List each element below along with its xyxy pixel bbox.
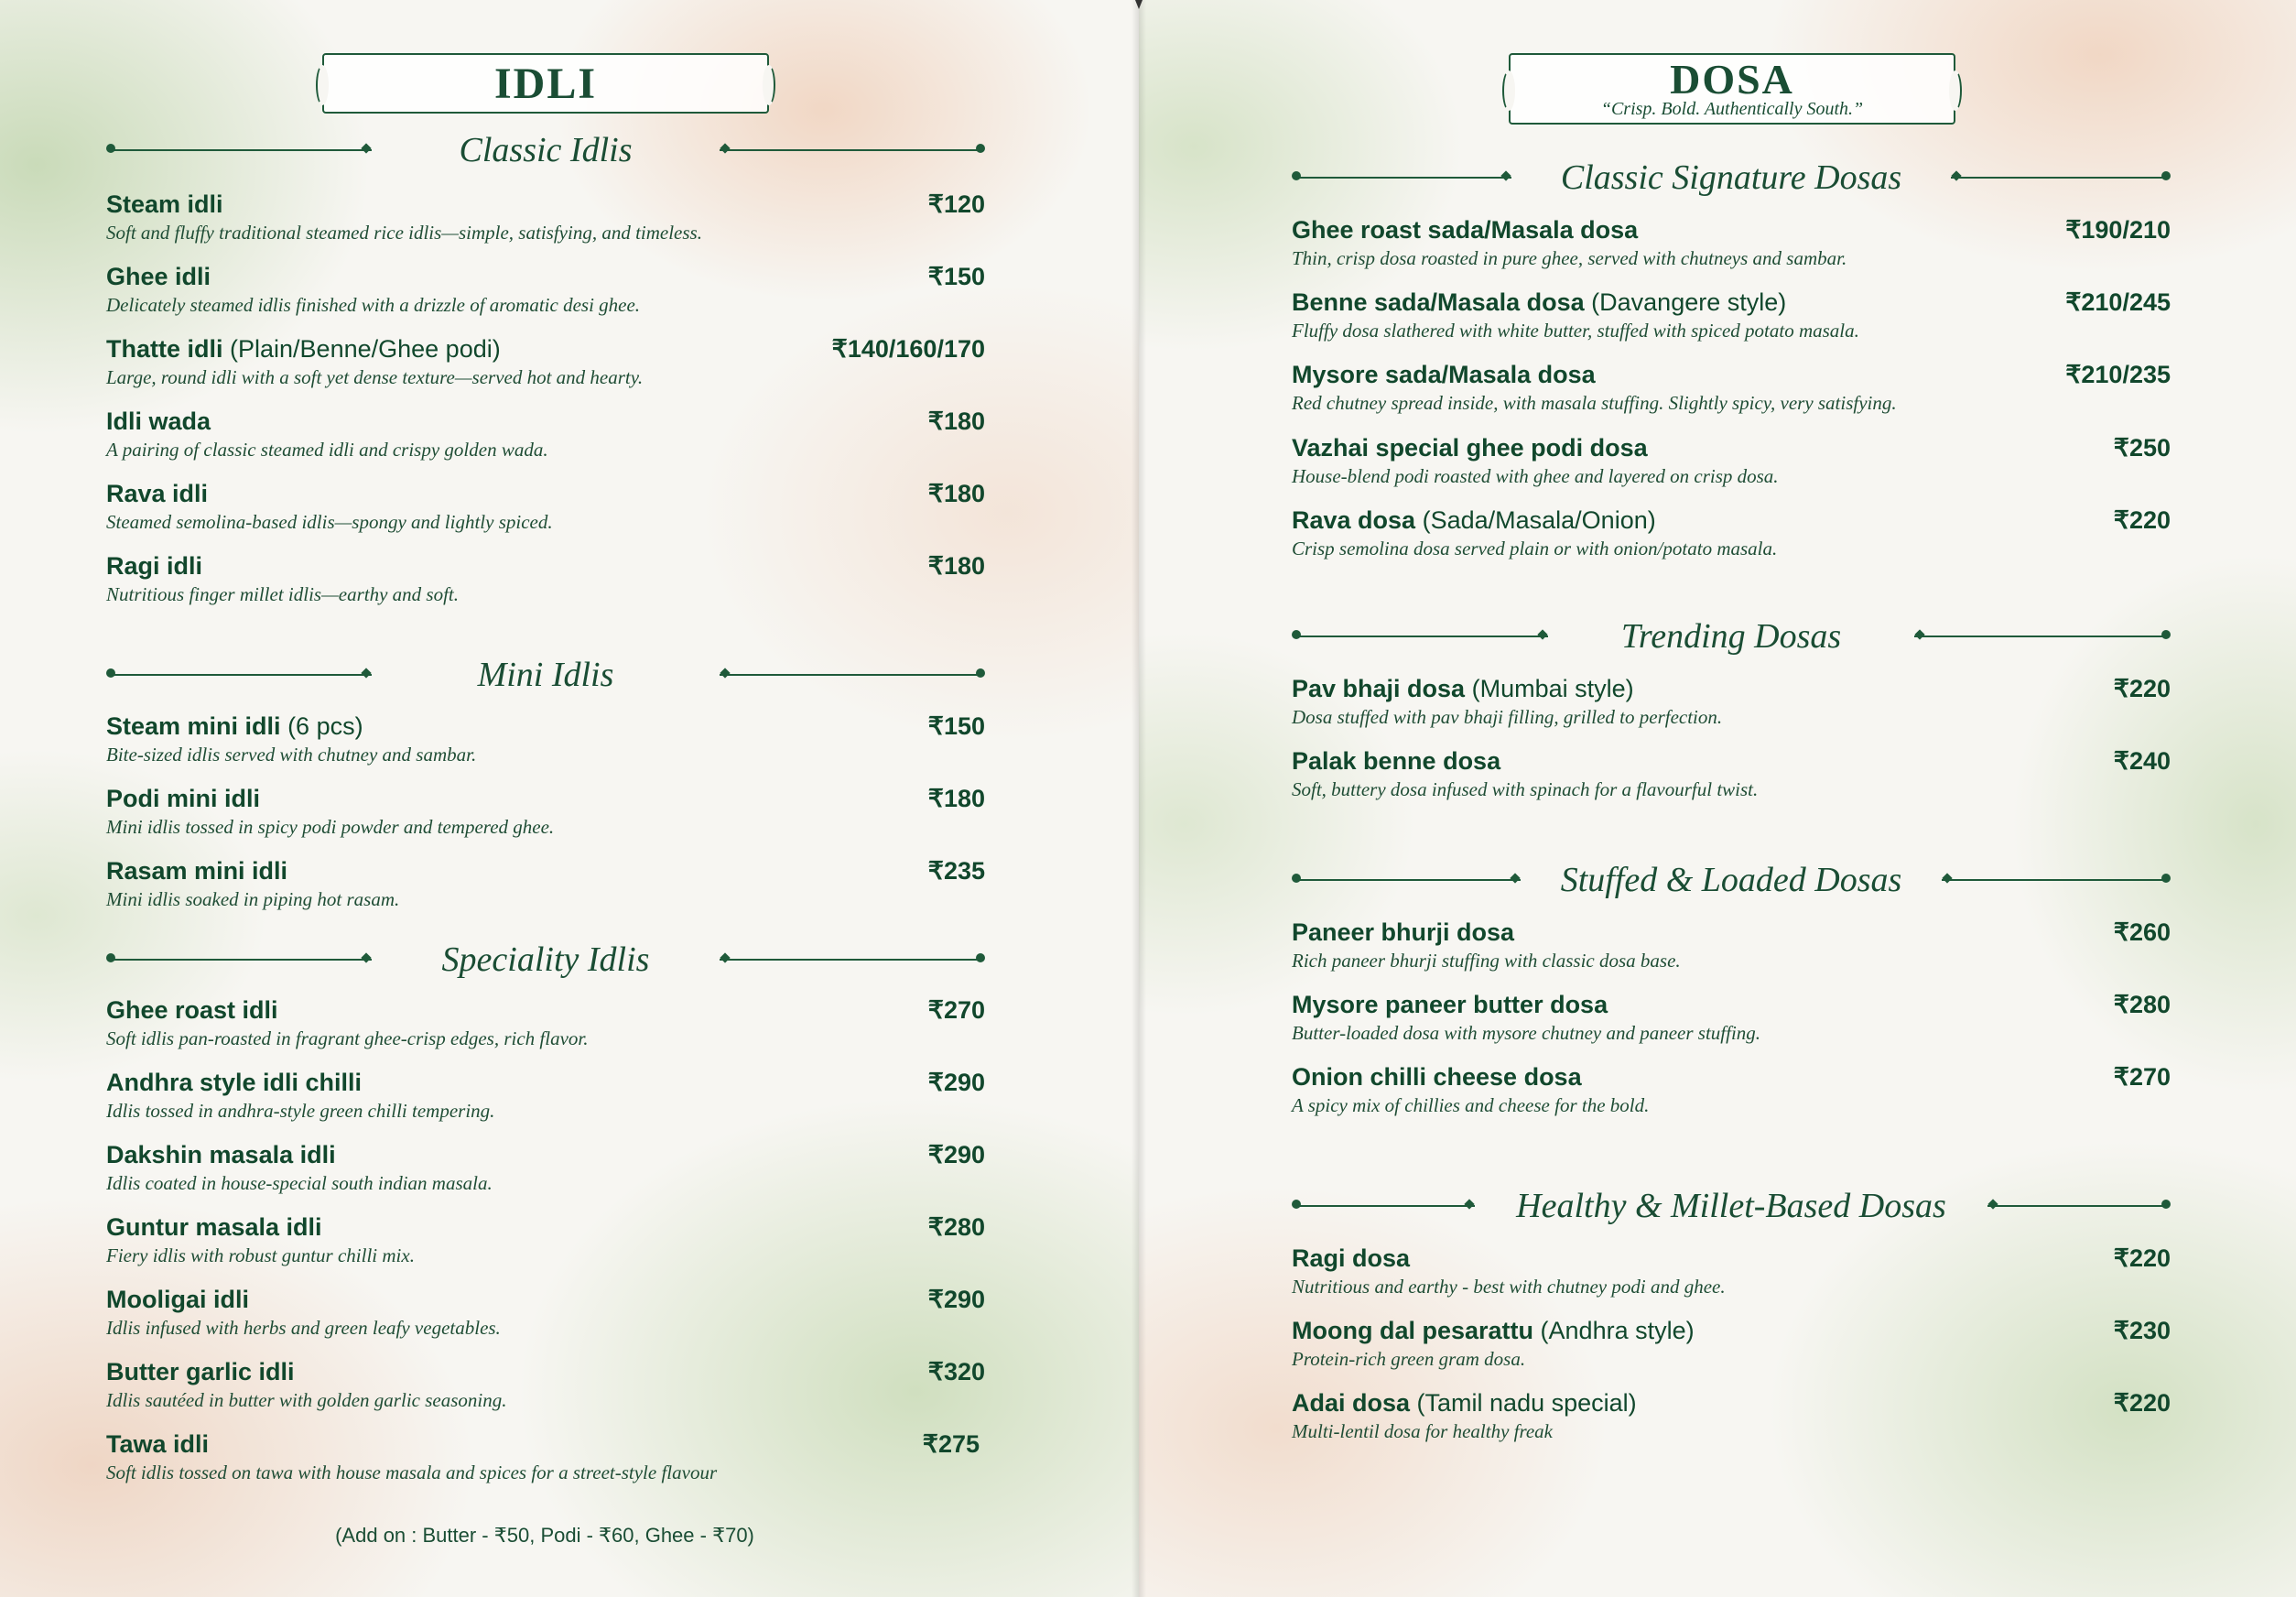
section-title: Mini Idlis	[477, 656, 614, 694]
item-name-row	[106, 1429, 985, 1460]
menu-item	[1292, 745, 2171, 802]
item-name: Moong dal pesarattu	[1292, 1317, 1534, 1344]
item-name: Ragi dosa	[1292, 1244, 1411, 1272]
item-price: ₹180	[927, 785, 985, 812]
item-description: Mini idlis tossed in spicy podi powder and tempered ghee.	[106, 816, 555, 838]
item-name: Guntur masala idli	[106, 1213, 322, 1241]
item-note: (Andhra style)	[1540, 1317, 1695, 1344]
page-title: IDLI	[493, 60, 598, 108]
item-name-row	[106, 478, 985, 509]
item-name-row	[1292, 1061, 2171, 1092]
item-price: ₹180	[927, 480, 985, 507]
item-name-row	[106, 1211, 985, 1243]
section-title: Healthy & Millet-Based Dosas	[1516, 1187, 1946, 1225]
idli-menu-page	[0, 0, 1139, 1597]
section-title: Stuffed & Loaded Dosas	[1560, 861, 1902, 899]
item-name-row	[106, 1356, 985, 1387]
item-description: Soft idlis tossed on tawa with house masala and spices for a street-style flavour	[106, 1461, 718, 1483]
item-name: Ragi idli	[106, 552, 203, 580]
item-price: ₹220	[2113, 1389, 2171, 1417]
menu-item	[1292, 1387, 2171, 1444]
item-description: Soft, buttery dosa infused with spinach for a flavourful twist.	[1292, 778, 1759, 800]
item-description: Mini idlis soaked in piping hot rasam.	[106, 888, 400, 910]
item-description: Dosa stuffed with pav bhaji filling, grilled to perfection.	[1292, 706, 1723, 728]
section-title: Classic Signature Dosas	[1560, 158, 1902, 197]
menu-item	[106, 261, 985, 318]
item-name-row	[1292, 673, 2171, 704]
idli-title-banner	[322, 53, 769, 114]
section-title: Trending Dosas	[1620, 617, 1842, 656]
item-price: ₹150	[927, 263, 985, 290]
item-name: Thatte idli	[106, 335, 223, 363]
item-name: Adai dosa	[1292, 1389, 1411, 1417]
item-description: Fiery idlis with robust guntur chilli mix.	[106, 1244, 415, 1266]
menu-item	[106, 1139, 985, 1196]
section-title: Speciality Idlis	[441, 940, 650, 979]
item-name: Rava dosa	[1292, 506, 1416, 534]
menu-item	[106, 333, 985, 390]
menu-item	[106, 1284, 985, 1341]
item-note: (6 pcs)	[287, 712, 363, 740]
item-name-row	[1292, 989, 2171, 1020]
item-name-row	[1292, 505, 2171, 536]
menu-item	[1292, 673, 2171, 730]
item-price: ₹180	[927, 552, 985, 580]
item-price: ₹280	[2113, 991, 2171, 1018]
item-description: Red chutney spread inside, with masala stuffing. Slightly spicy, very satisfying.	[1292, 392, 1897, 414]
item-name: Benne sada/Masala dosa	[1292, 288, 1585, 316]
menu-item	[106, 1067, 985, 1124]
item-description: Idlis tossed in andhra-style green chilli tempering.	[106, 1100, 495, 1122]
item-name-row	[1292, 214, 2171, 245]
item-price: ₹270	[2113, 1063, 2171, 1091]
menu-item	[106, 478, 985, 535]
item-description: A pairing of classic steamed idli and crispy golden wada.	[106, 439, 548, 461]
item-name-row	[106, 994, 985, 1026]
spine-mark	[1135, 0, 1143, 9]
item-description: Soft and fluffy traditional steamed rice idlis—simple, satisfying, and timeless.	[106, 222, 702, 244]
item-name: Pav bhaji dosa	[1292, 675, 1466, 702]
item-name: Palak benne dosa	[1292, 747, 1501, 775]
item-name: Podi mini idli	[106, 785, 260, 812]
item-price: ₹280	[927, 1213, 985, 1241]
item-price: ₹210/235	[2065, 361, 2171, 388]
item-price: ₹220	[2113, 506, 2171, 534]
menu-item	[1292, 214, 2171, 271]
menu-item	[106, 994, 985, 1051]
item-description: Bite-sized idlis served with chutney and sambar.	[106, 744, 477, 766]
item-name: Rava idli	[106, 480, 209, 507]
item-name: Dakshin masala idli	[106, 1141, 336, 1168]
item-name-row	[1292, 1387, 2171, 1418]
item-price: ₹235	[927, 857, 985, 885]
item-name: Ghee idli	[106, 263, 211, 290]
section-header	[1292, 614, 2171, 660]
item-price: ₹250	[2113, 434, 2171, 462]
item-description: Large, round idli with a soft yet dense texture—served hot and hearty.	[106, 366, 644, 388]
item-name-row	[106, 550, 985, 581]
item-name: Ghee roast sada/Masala dosa	[1292, 216, 1639, 244]
item-name: Butter garlic idli	[106, 1358, 295, 1385]
book-spine	[1132, 0, 1146, 1597]
item-name: Mooligai idli	[106, 1286, 249, 1313]
tagline: “Crisp. Bold. Authentically South.”	[1600, 99, 1864, 119]
item-name-row	[106, 1139, 985, 1170]
item-name: Tawa idli	[106, 1430, 210, 1458]
item-price: ₹290	[927, 1286, 985, 1313]
item-name-row	[106, 261, 985, 292]
item-price: ₹240	[2113, 747, 2171, 775]
menu-item	[1292, 917, 2171, 973]
item-name-row	[106, 189, 985, 220]
menu-item	[1292, 1243, 2171, 1299]
item-note: (Mumbai style)	[1471, 675, 1634, 702]
item-description: Idlis infused with herbs and green leafy vegetables.	[106, 1317, 501, 1339]
item-name-row	[1292, 917, 2171, 948]
item-description: House-blend podi roasted with ghee and layered on crisp dosa.	[1292, 465, 1779, 487]
dosa-title-banner	[1509, 53, 1955, 125]
item-name-row	[1292, 1243, 2171, 1274]
item-price: ₹120	[927, 190, 985, 218]
item-price: ₹220	[2113, 1244, 2171, 1272]
section-header	[106, 938, 985, 983]
menu-item	[106, 189, 985, 245]
item-price: ₹230	[2113, 1317, 2171, 1344]
item-name: Idli wada	[106, 407, 211, 435]
item-name: Onion chilli cheese dosa	[1292, 1063, 1582, 1091]
item-note: (Davangere style)	[1591, 288, 1787, 316]
item-price: ₹220	[2113, 675, 2171, 702]
item-note: (Sada/Masala/Onion)	[1422, 506, 1656, 534]
item-name-row	[106, 855, 985, 886]
item-name-row	[1292, 359, 2171, 390]
item-name: Vazhai special ghee podi dosa	[1292, 434, 1648, 462]
menu-item	[106, 1429, 985, 1485]
item-name: Steam idli	[106, 190, 223, 218]
menu-item	[1292, 505, 2171, 561]
item-name-row	[106, 1067, 985, 1098]
item-description: Butter-loaded dosa with mysore chutney and paneer stuffing.	[1292, 1022, 1761, 1044]
menu-item	[1292, 1061, 2171, 1118]
item-price: ₹140/160/170	[831, 335, 985, 363]
item-name-row	[1292, 432, 2171, 463]
item-description: Crisp semolina dosa served plain or with onion/potato masala.	[1292, 538, 1778, 559]
item-name: Mysore paneer butter dosa	[1292, 991, 1608, 1018]
item-name-row	[106, 711, 985, 742]
menu-item	[106, 855, 985, 912]
item-description: Delicately steamed idlis finished with a drizzle of aromatic desi ghee.	[106, 294, 641, 316]
item-description: A spicy mix of chillies and cheese for the bold.	[1292, 1094, 1650, 1116]
item-name: Rasam mini idli	[106, 857, 288, 885]
item-price: ₹190/210	[2065, 216, 2171, 244]
item-name: Andhra style idli chilli	[106, 1069, 363, 1096]
item-price: ₹180	[927, 407, 985, 435]
item-name-row	[1292, 287, 2171, 318]
item-price: ₹210/245	[2065, 288, 2171, 316]
menu-item	[1292, 1315, 2171, 1372]
item-description: Nutritious and earthy - best with chutney podi and ghee.	[1292, 1276, 1726, 1298]
item-note: (Tamil nadu special)	[1416, 1389, 1637, 1417]
item-price: ₹290	[927, 1069, 985, 1096]
item-description: Thin, crisp dosa roasted in pure ghee, served with chutneys and sambar.	[1292, 247, 1847, 269]
dosa-menu-page	[1139, 0, 2296, 1597]
section-title: Classic Idlis	[459, 131, 633, 169]
item-name-row	[1292, 1315, 2171, 1346]
item-price: ₹320	[927, 1358, 985, 1385]
menu-item	[1292, 989, 2171, 1046]
item-name: Mysore sada/Masala dosa	[1292, 361, 1596, 388]
item-description: Nutritious finger millet idlis—earthy and soft.	[106, 583, 460, 605]
item-price: ₹290	[927, 1141, 985, 1168]
item-price: ₹275	[922, 1430, 980, 1458]
menu-item	[1292, 287, 2171, 343]
menu-item	[106, 711, 985, 767]
item-name-row	[106, 783, 985, 814]
item-name-row	[106, 1284, 985, 1315]
item-name: Ghee roast idli	[106, 996, 278, 1024]
menu-item	[106, 1356, 985, 1413]
menu-item	[106, 550, 985, 607]
section-header	[1292, 858, 2171, 904]
section-header	[106, 128, 985, 174]
item-description: Fluffy dosa slathered with white butter, stuffed with spiced potato masala.	[1292, 320, 1859, 342]
item-price: ₹260	[2113, 918, 2171, 946]
item-name: Paneer bhurji dosa	[1292, 918, 1515, 946]
section-header	[1292, 156, 2171, 201]
addon-note: (Add on : Butter - ₹50, Podi - ₹60, Ghee - ₹70)	[335, 1524, 754, 1547]
page-title: DOSA	[1670, 56, 1794, 103]
menu-item	[106, 783, 985, 840]
item-description: Steamed semolina-based idlis—spongy and lightly spiced.	[106, 511, 553, 533]
menu-item	[106, 406, 985, 462]
section-header	[1292, 1184, 2171, 1230]
item-name: Steam mini idli	[106, 712, 281, 740]
item-note: (Plain/Benne/Ghee podi)	[230, 335, 501, 363]
item-name-row	[106, 406, 985, 437]
menu-item	[106, 1211, 985, 1268]
item-price: ₹270	[927, 996, 985, 1024]
item-price: ₹150	[927, 712, 985, 740]
item-description: Idlis sautéed in butter with golden garlic seasoning.	[106, 1389, 507, 1411]
menu-item	[1292, 359, 2171, 416]
section-header	[106, 653, 985, 699]
item-description: Rich paneer bhurji stuffing with classic dosa base.	[1292, 950, 1681, 972]
item-description: Multi-lentil dosa for healthy freak	[1292, 1420, 1554, 1442]
item-description: Idlis coated in house-special south indian masala.	[106, 1172, 493, 1194]
item-description: Soft idlis pan-roasted in fragrant ghee-crisp edges, rich flavor.	[106, 1027, 589, 1049]
menu-item	[1292, 432, 2171, 489]
item-name-row	[1292, 745, 2171, 777]
item-description: Protein-rich green gram dosa.	[1292, 1348, 1526, 1370]
